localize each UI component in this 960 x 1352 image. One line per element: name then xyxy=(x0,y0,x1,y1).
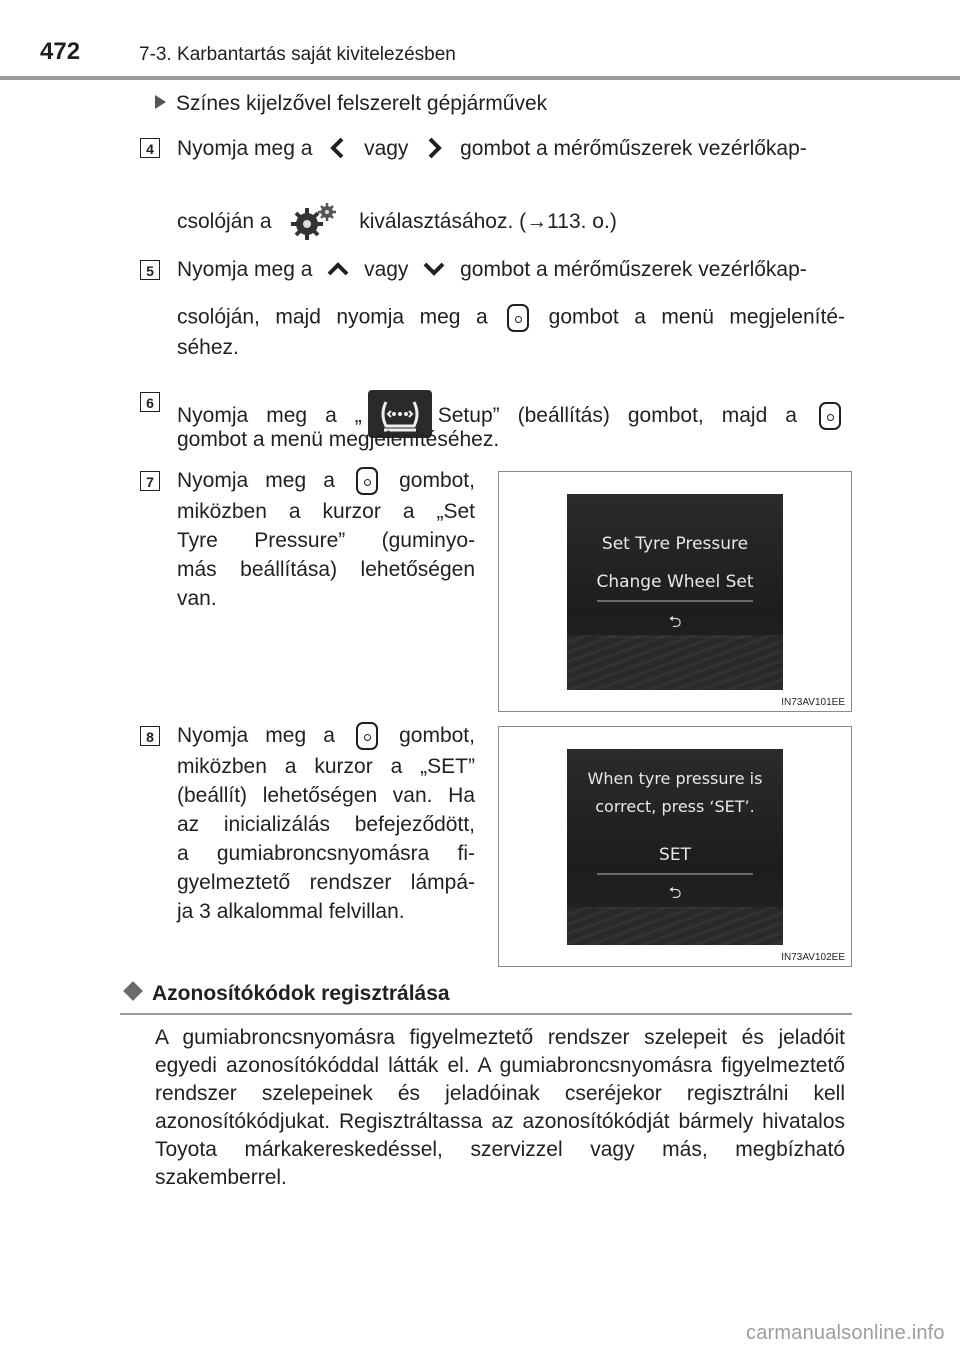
step-text: Nyomja meg a „ Setup” (beállítás) gombot, majd a xyxy=(177,390,845,438)
chevron-right-icon xyxy=(424,136,444,160)
step-text: Tyre Pressure” (guminyo- xyxy=(177,529,475,552)
step-text: Nyomja meg a gombot, xyxy=(177,466,475,495)
chevron-left-icon xyxy=(328,136,348,160)
display-screen xyxy=(567,494,783,690)
screen-background-pattern xyxy=(567,635,783,690)
figure-set-confirm xyxy=(498,726,852,967)
subsection-title: Azonosítókódok regisztrálása xyxy=(126,982,450,1006)
step-number: 7 xyxy=(140,471,160,491)
instruction-line: When tyre pressure is xyxy=(587,769,763,788)
step-text: Nyomja meg a vagy gombot a mérőműszerek vezérlőkap- xyxy=(177,258,807,281)
step-number: 5 xyxy=(140,260,160,280)
chevron-up-icon xyxy=(326,259,350,279)
page-header xyxy=(0,0,960,82)
step-text: miközben a kurzor a „SET” xyxy=(177,755,475,778)
step-text: az inicializálás befejeződött, xyxy=(177,813,475,836)
step-number: 8 xyxy=(140,726,160,746)
step-text: van. xyxy=(177,587,217,610)
step-text: séhez. xyxy=(177,336,239,359)
chevron-down-icon xyxy=(422,259,446,279)
step-text: ja 3 alkalommal felvillan. xyxy=(177,900,405,923)
display-screen xyxy=(567,749,783,945)
menu-divider xyxy=(597,600,753,602)
step-text: csolóján a kiválasztásához. (→113. o.) xyxy=(177,200,617,240)
subsection-paragraph: A gumiabroncsnyomásra figyelmeztető rendszer szelepeit és jeladóit egyedi azonosítókóddal látták el. A gumiabroncsnyomásra figyelmeztető rendszer szelepeinek és jeladóinak cseréjekor regisztrálni kell azonosítókódjukat. Regisztráltassa az azonosítókódját bármely hivatalos Toyota márkakereskedéssel, szervizzel vagy más, megbízható szakemberrel. xyxy=(155,1026,845,1189)
menu-item-change-wheel-set: Change Wheel Set xyxy=(596,572,754,592)
menu-divider xyxy=(597,873,753,875)
watermark: carmanualsonline.info xyxy=(746,1322,945,1344)
step-text: gombot a menü megjelenítéséhez. xyxy=(177,428,500,451)
step-number: 4 xyxy=(140,138,160,158)
ok-button-icon xyxy=(356,467,378,495)
chapter-title: 7-3. Karbantartás saját kivitelezésben xyxy=(139,44,456,65)
step-text: Nyomja meg a vagy gombot a mérőműszerek vezérlőkap- xyxy=(177,137,807,160)
figure-code: IN73AV102EE xyxy=(781,952,845,963)
ok-button-icon xyxy=(356,722,378,750)
back-arrow-icon: ⮌ xyxy=(668,885,682,902)
menu-item-set: SET xyxy=(659,845,691,865)
step-text: más beállítása) lehetőségen xyxy=(177,558,475,581)
section-title: Színes kijelzővel felszerelt gépjárművek xyxy=(155,92,547,116)
back-arrow-icon: ⮌ xyxy=(668,614,682,631)
triangle-bullet-icon xyxy=(155,95,166,109)
step-number: 6 xyxy=(140,392,160,412)
step-text: (beállít) lehetőségen van. Ha xyxy=(177,784,475,807)
subsection-rule xyxy=(120,1013,852,1015)
header-rule xyxy=(0,76,960,80)
instruction-line: correct, press ‘SET’. xyxy=(595,797,755,816)
menu-item-set-tyre-pressure: Set Tyre Pressure xyxy=(601,534,749,554)
settings-gear-icon xyxy=(287,200,343,240)
ok-button-icon xyxy=(507,304,529,332)
diamond-bullet-icon xyxy=(123,981,143,1001)
figure-set-tyre-pressure xyxy=(498,471,852,712)
step-text: miközben a kurzor a „Set xyxy=(177,500,475,523)
step-text: gyelmeztető rendszer lámpá- xyxy=(177,871,475,894)
step-text: a gumiabroncsnyomásra fi- xyxy=(177,842,475,865)
screen-background-pattern xyxy=(567,907,783,945)
step-text: csolóján, majd nyomja meg a gombot a menü megjeleníté- xyxy=(177,304,845,332)
figure-code: IN73AV101EE xyxy=(781,697,845,708)
ok-button-icon xyxy=(819,402,841,430)
step-text: Nyomja meg a gombot, xyxy=(177,721,475,750)
page-number: 472 xyxy=(40,38,81,65)
